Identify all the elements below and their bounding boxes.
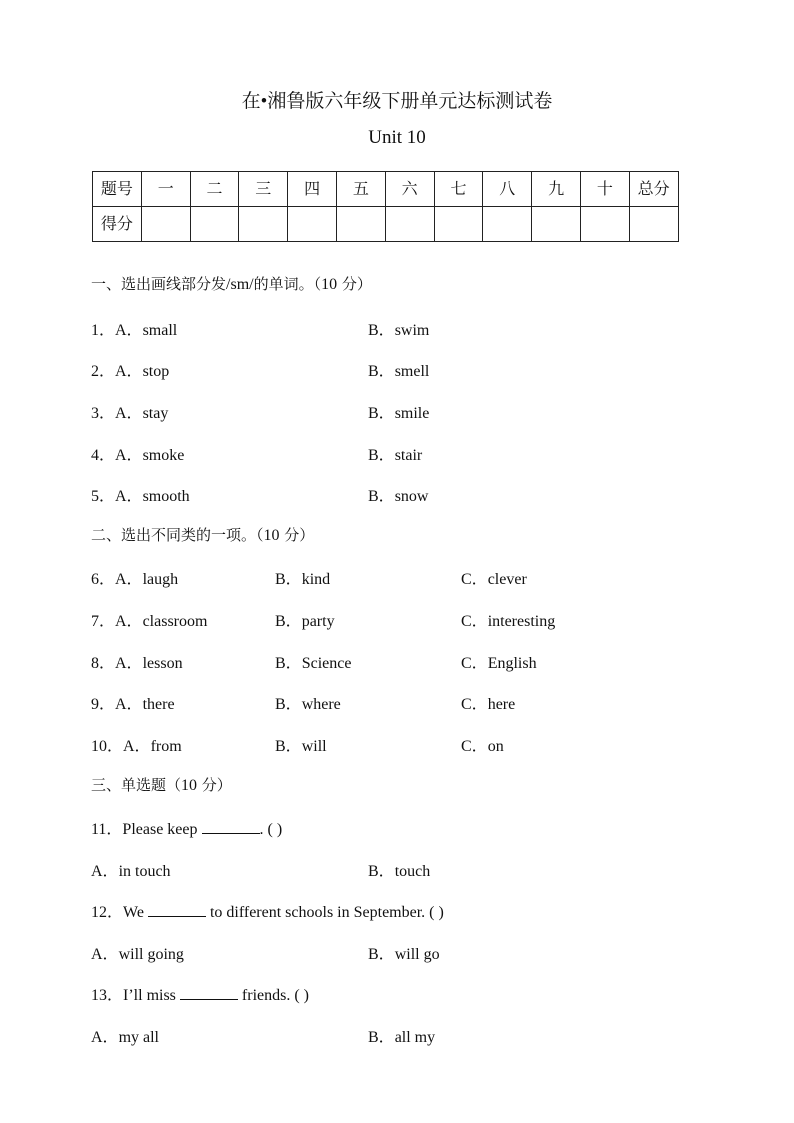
option-b[interactable]: party bbox=[301, 613, 335, 630]
question-1 bbox=[91, 317, 177, 340]
score-header-cell: 六 bbox=[385, 172, 434, 207]
option-a[interactable]: lesson bbox=[142, 655, 183, 672]
section2-heading bbox=[91, 524, 314, 545]
option-a[interactable]: stay bbox=[142, 405, 169, 422]
option-label: B． bbox=[275, 696, 302, 713]
question-text: . ( ) bbox=[259, 821, 283, 838]
option-a[interactable]: small bbox=[142, 322, 178, 339]
question-2-option-b[interactable] bbox=[368, 358, 429, 381]
option-c[interactable]: English bbox=[487, 655, 537, 672]
score-table bbox=[92, 171, 679, 242]
question-3-option-b[interactable] bbox=[368, 400, 429, 423]
question-4-option-b[interactable] bbox=[368, 442, 422, 465]
section3-heading-points: 10 bbox=[181, 777, 198, 794]
option-label: B． bbox=[275, 571, 302, 588]
question-number: 11． bbox=[91, 821, 123, 838]
option-b[interactable]: swim bbox=[394, 322, 430, 339]
option-label: B． bbox=[368, 488, 395, 505]
score-header-cell: 四 bbox=[288, 172, 337, 207]
option-b[interactable]: touch bbox=[394, 863, 431, 880]
question-number: 3．A． bbox=[91, 405, 143, 422]
option-a[interactable]: smoke bbox=[142, 447, 185, 464]
question-number: 1．A． bbox=[91, 322, 143, 339]
question-8 bbox=[91, 650, 183, 673]
score-header-cell: 总分 bbox=[629, 172, 678, 207]
question-text: I’ll miss bbox=[123, 987, 180, 1004]
section2-heading-suffix: 分） bbox=[279, 526, 315, 544]
option-label: A． bbox=[91, 946, 119, 963]
question-7-option-c[interactable] bbox=[461, 608, 555, 631]
question-number: 9．A． bbox=[91, 696, 143, 713]
score-cell[interactable] bbox=[434, 207, 483, 242]
option-label: B． bbox=[368, 363, 395, 380]
score-header-cell: 九 bbox=[532, 172, 581, 207]
option-label: B． bbox=[368, 863, 395, 880]
score-cell[interactable] bbox=[336, 207, 385, 242]
question-13-option-b[interactable] bbox=[368, 1024, 435, 1047]
question-11-option-a[interactable] bbox=[91, 858, 171, 881]
section1-heading-mid: 的单词。（ bbox=[253, 275, 322, 293]
question-6-option-c[interactable] bbox=[461, 566, 527, 589]
option-label: B． bbox=[275, 655, 302, 672]
question-3 bbox=[91, 400, 168, 423]
option-label: B． bbox=[275, 613, 302, 630]
score-cell[interactable] bbox=[288, 207, 337, 242]
option-a[interactable]: in touch bbox=[118, 863, 171, 880]
page-title: 在•湘鲁版六年级下册单元达标测试卷 bbox=[241, 91, 553, 112]
question-number: 2．A． bbox=[91, 363, 143, 380]
option-label: C． bbox=[461, 696, 488, 713]
question-number: 4．A． bbox=[91, 447, 143, 464]
question-10 bbox=[91, 733, 182, 756]
option-label: B． bbox=[368, 1029, 395, 1046]
question-number: 13． bbox=[91, 987, 124, 1004]
score-cell[interactable] bbox=[385, 207, 434, 242]
score-table-score-row bbox=[93, 207, 679, 242]
question-7 bbox=[91, 608, 207, 631]
option-b[interactable]: stair bbox=[394, 447, 423, 464]
answer-blank[interactable] bbox=[202, 819, 260, 834]
option-label: C． bbox=[461, 655, 488, 672]
option-a[interactable]: from bbox=[150, 738, 182, 755]
option-a[interactable]: classroom bbox=[142, 613, 208, 630]
option-a[interactable]: will going bbox=[118, 946, 184, 963]
option-a[interactable]: stop bbox=[142, 363, 170, 380]
option-a[interactable]: my all bbox=[118, 1029, 159, 1046]
score-table-header-row bbox=[93, 172, 679, 207]
question-9 bbox=[91, 691, 175, 714]
option-label: A． bbox=[91, 1029, 119, 1046]
option-label: B． bbox=[368, 322, 395, 339]
question-9-option-b[interactable] bbox=[275, 691, 341, 714]
question-11 bbox=[91, 816, 282, 839]
question-text: Please keep bbox=[122, 821, 202, 838]
score-cell[interactable] bbox=[580, 207, 629, 242]
option-b[interactable]: kind bbox=[301, 571, 331, 588]
question-6 bbox=[91, 566, 178, 589]
section3-heading-text: 三、单选题（ bbox=[91, 776, 182, 794]
score-header-cell: 八 bbox=[483, 172, 532, 207]
option-c[interactable]: on bbox=[487, 738, 504, 755]
question-text: We bbox=[123, 904, 148, 921]
score-cell[interactable] bbox=[483, 207, 532, 242]
option-b[interactable]: where bbox=[301, 696, 341, 713]
question-9-option-c[interactable] bbox=[461, 691, 515, 714]
option-label: B． bbox=[275, 738, 302, 755]
score-header-cell: 十 bbox=[580, 172, 629, 207]
question-number: 10．A． bbox=[91, 738, 151, 755]
option-label: C． bbox=[461, 613, 488, 630]
question-5-option-b[interactable] bbox=[368, 483, 428, 506]
score-header-cell: 二 bbox=[190, 172, 239, 207]
option-b[interactable]: smell bbox=[394, 363, 430, 380]
option-b[interactable]: will go bbox=[394, 946, 440, 963]
option-c[interactable]: here bbox=[487, 696, 516, 713]
question-11-option-b[interactable] bbox=[368, 858, 430, 881]
question-8-option-c[interactable] bbox=[461, 650, 537, 673]
question-4 bbox=[91, 442, 184, 465]
section1-heading-suffix: 分） bbox=[337, 275, 372, 293]
option-a[interactable]: there bbox=[142, 696, 175, 713]
section1-heading-points: 10 bbox=[321, 276, 338, 293]
question-13 bbox=[91, 982, 309, 1005]
question-6-option-b[interactable] bbox=[275, 566, 330, 589]
option-b[interactable]: smile bbox=[394, 405, 430, 422]
score-header-cell: 五 bbox=[336, 172, 385, 207]
score-header-cell: 题号 bbox=[93, 172, 142, 207]
section3-heading-suffix: 分） bbox=[197, 776, 232, 794]
option-c[interactable]: clever bbox=[487, 571, 527, 588]
answer-blank[interactable] bbox=[180, 985, 238, 1000]
section1-heading-sound: /sm/ bbox=[226, 276, 254, 293]
question-12-option-b[interactable] bbox=[368, 941, 440, 964]
score-header-cell: 七 bbox=[434, 172, 483, 207]
question-10-option-c[interactable] bbox=[461, 733, 504, 756]
section2-heading-points: 10 bbox=[263, 527, 280, 544]
section3-heading bbox=[91, 774, 232, 795]
question-13-option-a[interactable] bbox=[91, 1024, 159, 1047]
option-label: A． bbox=[91, 863, 119, 880]
question-2 bbox=[91, 358, 169, 381]
question-7-option-b[interactable] bbox=[275, 608, 335, 631]
question-number: 12． bbox=[91, 904, 124, 921]
score-cell[interactable] bbox=[190, 207, 239, 242]
score-cell[interactable] bbox=[239, 207, 288, 242]
option-label: C． bbox=[461, 571, 488, 588]
question-number: 8．A． bbox=[91, 655, 143, 672]
option-a[interactable]: laugh bbox=[142, 571, 179, 588]
question-number: 5．A． bbox=[91, 488, 143, 505]
score-cell[interactable] bbox=[141, 207, 190, 242]
option-label: B． bbox=[368, 946, 395, 963]
question-1-option-b[interactable] bbox=[368, 317, 429, 340]
question-number: 7．A． bbox=[91, 613, 143, 630]
question-12-option-a[interactable] bbox=[91, 941, 184, 964]
option-b[interactable]: snow bbox=[394, 488, 429, 505]
unit-subtitle: Unit 10 bbox=[368, 127, 426, 148]
option-a[interactable]: smooth bbox=[142, 488, 190, 505]
question-number: 6．A． bbox=[91, 571, 143, 588]
score-header-cell: 一 bbox=[141, 172, 190, 207]
option-label: B． bbox=[368, 405, 395, 422]
score-row-label: 得分 bbox=[93, 207, 142, 242]
option-b[interactable]: all my bbox=[394, 1029, 436, 1046]
answer-blank[interactable] bbox=[148, 902, 206, 917]
section1-heading-text: 一、选出画线部分发 bbox=[91, 275, 227, 293]
question-text: friends. ( ) bbox=[237, 987, 309, 1004]
question-5 bbox=[91, 483, 190, 506]
score-cell[interactable] bbox=[629, 207, 678, 242]
option-label: B． bbox=[368, 447, 395, 464]
section2-heading-text: 二、选出不同类的一项。（ bbox=[91, 526, 264, 544]
question-text: to different schools in September. ( ) bbox=[205, 904, 444, 921]
score-header-cell: 三 bbox=[239, 172, 288, 207]
question-10-option-b[interactable] bbox=[275, 733, 327, 756]
option-c[interactable]: interesting bbox=[487, 613, 556, 630]
option-label: C． bbox=[461, 738, 488, 755]
option-b[interactable]: Science bbox=[301, 655, 352, 672]
score-cell[interactable] bbox=[532, 207, 581, 242]
option-b[interactable]: will bbox=[301, 738, 327, 755]
question-12 bbox=[91, 899, 444, 922]
section1-heading bbox=[91, 273, 372, 294]
question-8-option-b[interactable] bbox=[275, 650, 351, 673]
